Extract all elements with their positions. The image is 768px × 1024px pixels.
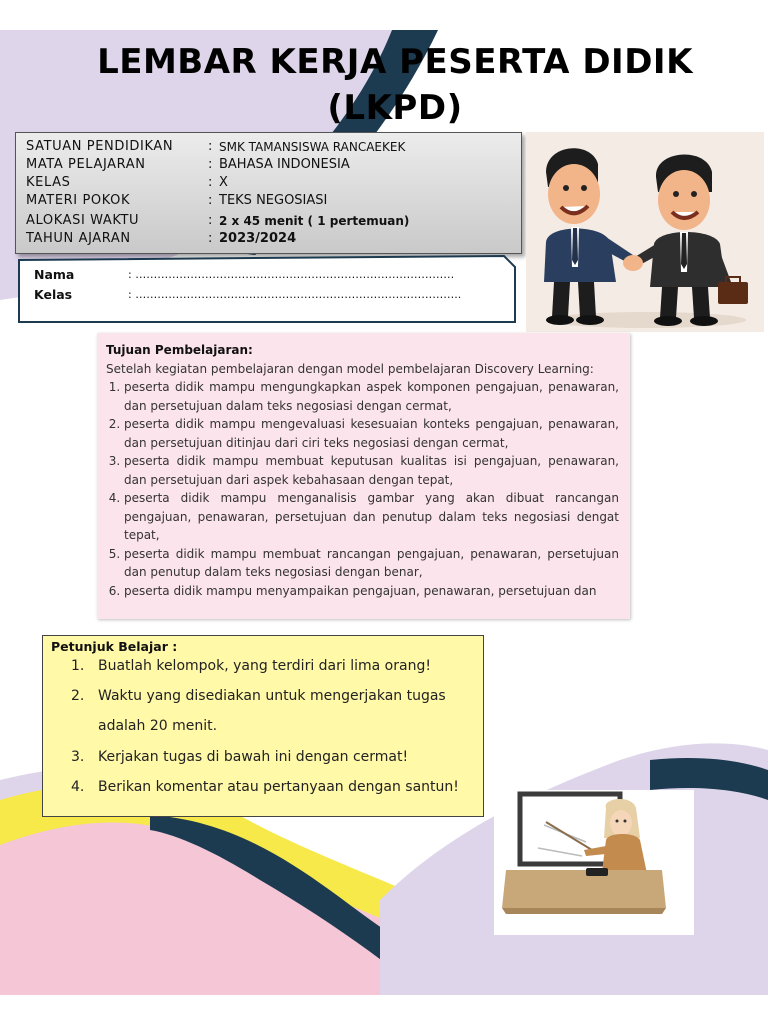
page-title: LEMBAR KERJA PESERTA DIDIK: [97, 42, 693, 82]
identity-colon: :: [208, 175, 213, 190]
identity-key: TAHUN AJARAN: [26, 231, 131, 246]
identity-key: ALOKASI WAKTU: [26, 213, 140, 228]
teacher-illustration: [494, 790, 694, 935]
identity-value: 2023/2024: [219, 231, 297, 246]
objectives-intro: Setelah kegiatan pembelajaran dengan model pembelajaran Discovery Learning:: [106, 361, 594, 376]
instruction-text: adalah 20 menit.: [98, 718, 218, 734]
objective-item: 1. peserta didik mampu mengungkapkan aspek komponen pengajuan, penawaran, dan persetujuan dalam teks negosiasi dengan cermat,: [124, 378, 619, 415]
instruction-text: Buatlah kelompok, yang terdiri dari lima orang!: [98, 658, 431, 674]
desk-phone: [586, 868, 608, 876]
student-info-box: [18, 255, 516, 323]
objective-item: 4. peserta didik mampu menganalisis gambar yang akan dibuat rancangan pengajuan, penawaran, persetujuan dan penutup dalam teks negosiasi dengat tepat,: [124, 489, 619, 545]
instructions-heading: Petunjuk Belajar :: [51, 639, 178, 654]
objectives-list: [106, 378, 619, 600]
instruction-number: 4.: [71, 779, 85, 795]
name-field[interactable]: : ……………………………………………………………………………: [128, 268, 455, 281]
study-instructions-box: [42, 635, 484, 817]
identity-key: MATA PELAJARAN: [26, 157, 146, 172]
instruction-text: Waktu yang disediakan untuk mengerjakan tugas: [98, 688, 446, 704]
identity-colon: :: [208, 193, 213, 208]
identity-colon: :: [208, 213, 213, 228]
desk: [502, 870, 666, 914]
objective-item: 6. peserta didik mampu menyampaikan pengajuan, penawaran, persetujuan dan: [124, 582, 619, 601]
identity-value: 2 x 45 menit ( 1 pertemuan): [219, 214, 410, 228]
page-subtitle: (LKPD): [327, 88, 463, 128]
identity-value: TEKS NEGOSIASI: [219, 193, 328, 208]
identity-value: X: [219, 175, 228, 190]
instruction-number: 1.: [71, 658, 85, 674]
instruction-text: Berikan komentar atau pertanyaan dengan santun!: [98, 779, 459, 795]
bottom-margin: [0, 995, 768, 1024]
objectives-heading: Tujuan Pembelajaran:: [106, 343, 253, 357]
identity-key: KELAS: [26, 175, 71, 190]
class-label: Kelas: [34, 287, 73, 302]
identity-value: BAHASA INDONESIA: [219, 157, 350, 172]
instruction-number: 2.: [71, 688, 85, 704]
handshake-hands: [623, 255, 643, 271]
class-field[interactable]: : ……………………………………………………………………………..: [128, 288, 462, 301]
identity-colon: :: [208, 139, 213, 154]
instruction-number: 3.: [71, 749, 85, 765]
name-label: Nama: [34, 267, 75, 282]
handshake-illustration: [526, 132, 764, 332]
learning-objectives-box: [97, 333, 630, 619]
identity-colon: :: [208, 157, 213, 172]
identity-key: SATUAN PENDIDIKAN: [26, 139, 174, 154]
instruction-text: Kerjakan tugas di bawah ini dengan cermat!: [98, 749, 409, 765]
identity-key: MATERI POKOK: [26, 193, 131, 208]
identity-value: SMK TAMANSISWA RANCAEKEK: [219, 140, 406, 154]
objective-item: 3. peserta didik mampu membuat keputusan kualitas isi pengajuan, penawaran, dan persetujuan dari aspek kebahasaan dengan tepat,: [124, 452, 619, 489]
objective-item: 5. peserta didik mampu membuat rancangan pengajuan, penawaran, persetujuan dan penutup dalam teks negosiasi dengan benar,: [124, 545, 619, 582]
identity-table: [15, 132, 522, 254]
objective-item: 2. peserta didik mampu mengevaluasi kesesuaian konteks pengajuan, penawaran, dan persetujuan ditinjau dari ciri teks negosiasi dengan cermat,: [124, 415, 619, 452]
identity-colon: :: [208, 231, 213, 246]
